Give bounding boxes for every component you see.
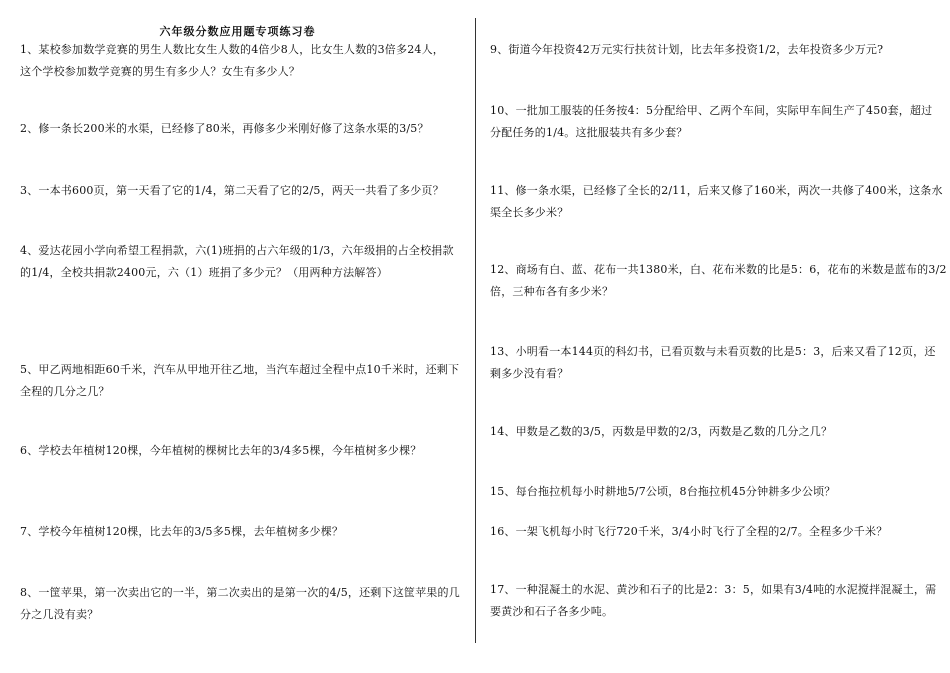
question-12 (490, 259, 947, 303)
question-line: 3、一本书600页，第一天看了它的1/4，第二天看了它的2/5，两天一共看了多少页？ (20, 184, 444, 197)
question-8 (20, 582, 460, 626)
question-line: 10、一批加工服装的任务按4：5分配给甲、乙两个车间，实际甲车间生产了450套，超过 (490, 104, 933, 117)
question-line: 9、街道今年投资42万元实行扶贫计划，比去年多投资1/2，去年投资多少万元? (490, 43, 884, 56)
question-line: 4、爱达花园小学向希望工程捐款，六(1)班捐的占六年级的1/3，六年级捐的占全校捐款 (20, 244, 454, 257)
question-line: 剩多少没有看？ (490, 367, 569, 380)
question-line: 1、某校参加数学竞赛的男生人数比女生人数的4倍少8人，比女生人数的3倍多24人， (20, 43, 444, 56)
question-line: 分配任务的1/4。这批服装共有多少套？ (490, 126, 688, 139)
question-line: 要黄沙和石子各多少吨。 (490, 605, 614, 618)
question-9 (490, 39, 883, 61)
question-3 (20, 180, 444, 202)
question-line: 12、商场有白、蓝、花布一共1380米，白、花布米数的比是5：6，花布的米数是蓝布的3/2 (490, 263, 947, 276)
question-10 (490, 100, 932, 144)
question-line: 14、甲数是乙数的3/5，丙数是甲数的2/3，丙数是乙数的几分之几？ (490, 425, 833, 438)
question-line: 5、甲乙两地相距60千米，汽车从甲地开往乙地，当汽车超过全程中点10千米时，还剩下 (20, 363, 460, 376)
question-line: 13、小明看一本144页的科幻书，已看页数与未看页数的比是5：3，后来又看了12页，还 (490, 345, 936, 358)
question-line: 17、一种混凝土的水泥、黄沙和石子的比是2：3：5，如果有3/4吨的水泥搅拌混凝土，需 (490, 583, 937, 596)
question-line: 渠全长多少米？ (490, 206, 569, 219)
question-17 (490, 579, 936, 623)
question-line: 这个学校参加数学竞赛的男生有多少人？女生有多少人？ (20, 65, 300, 78)
question-5 (20, 359, 459, 403)
question-7 (20, 521, 343, 543)
question-13 (490, 341, 936, 385)
question-line: 6、学校去年植树120棵，今年植树的棵树比去年的3/4多5棵，今年植树多少棵？ (20, 444, 422, 457)
question-line: 11、修一条水渠，已经修了全长的2/11，后来又修了160米，两次一共修了400米，这条水 (490, 184, 943, 197)
question-line: 16、一架飞机每小时飞行720千米，3/4小时飞行了全程的2/7。全程多少千米？ (490, 525, 888, 538)
question-1 (20, 39, 444, 83)
question-2 (20, 118, 429, 140)
question-line: 15、每台拖拉机每小时耕地5/7公顷，8台拖拉机45分钟耕多少公顷？ (490, 485, 836, 498)
question-16 (490, 521, 887, 543)
question-line: 2、修一条长200米的水渠，已经修了80米，再修多少米刚好修了这条水渠的3/5？ (20, 122, 429, 135)
question-14 (490, 421, 832, 443)
question-11 (490, 180, 943, 224)
question-line: 全程的几分之几？ (20, 385, 110, 398)
question-line: 倍，三种布各有多少米？ (490, 285, 614, 298)
question-line: 8、一筐苹果，第一次卖出它的一半，第二次卖出的是第一次的4/5，还剩下这筐苹果的几 (20, 586, 460, 599)
question-line: 的1/4，全校共捐款2400元，六（1）班捐了多少元？（用两种方法解答） (20, 266, 388, 279)
column-divider (475, 18, 476, 643)
question-line: 7、学校今年植树120棵，比去年的3/5多5棵，去年植树多少棵？ (20, 525, 344, 538)
question-6 (20, 440, 422, 462)
question-15 (490, 481, 836, 503)
question-4 (20, 240, 454, 284)
question-line: 分之几没有卖？ (20, 608, 99, 621)
page-title: 六年级分数应用题专项练习卷 (159, 25, 316, 38)
